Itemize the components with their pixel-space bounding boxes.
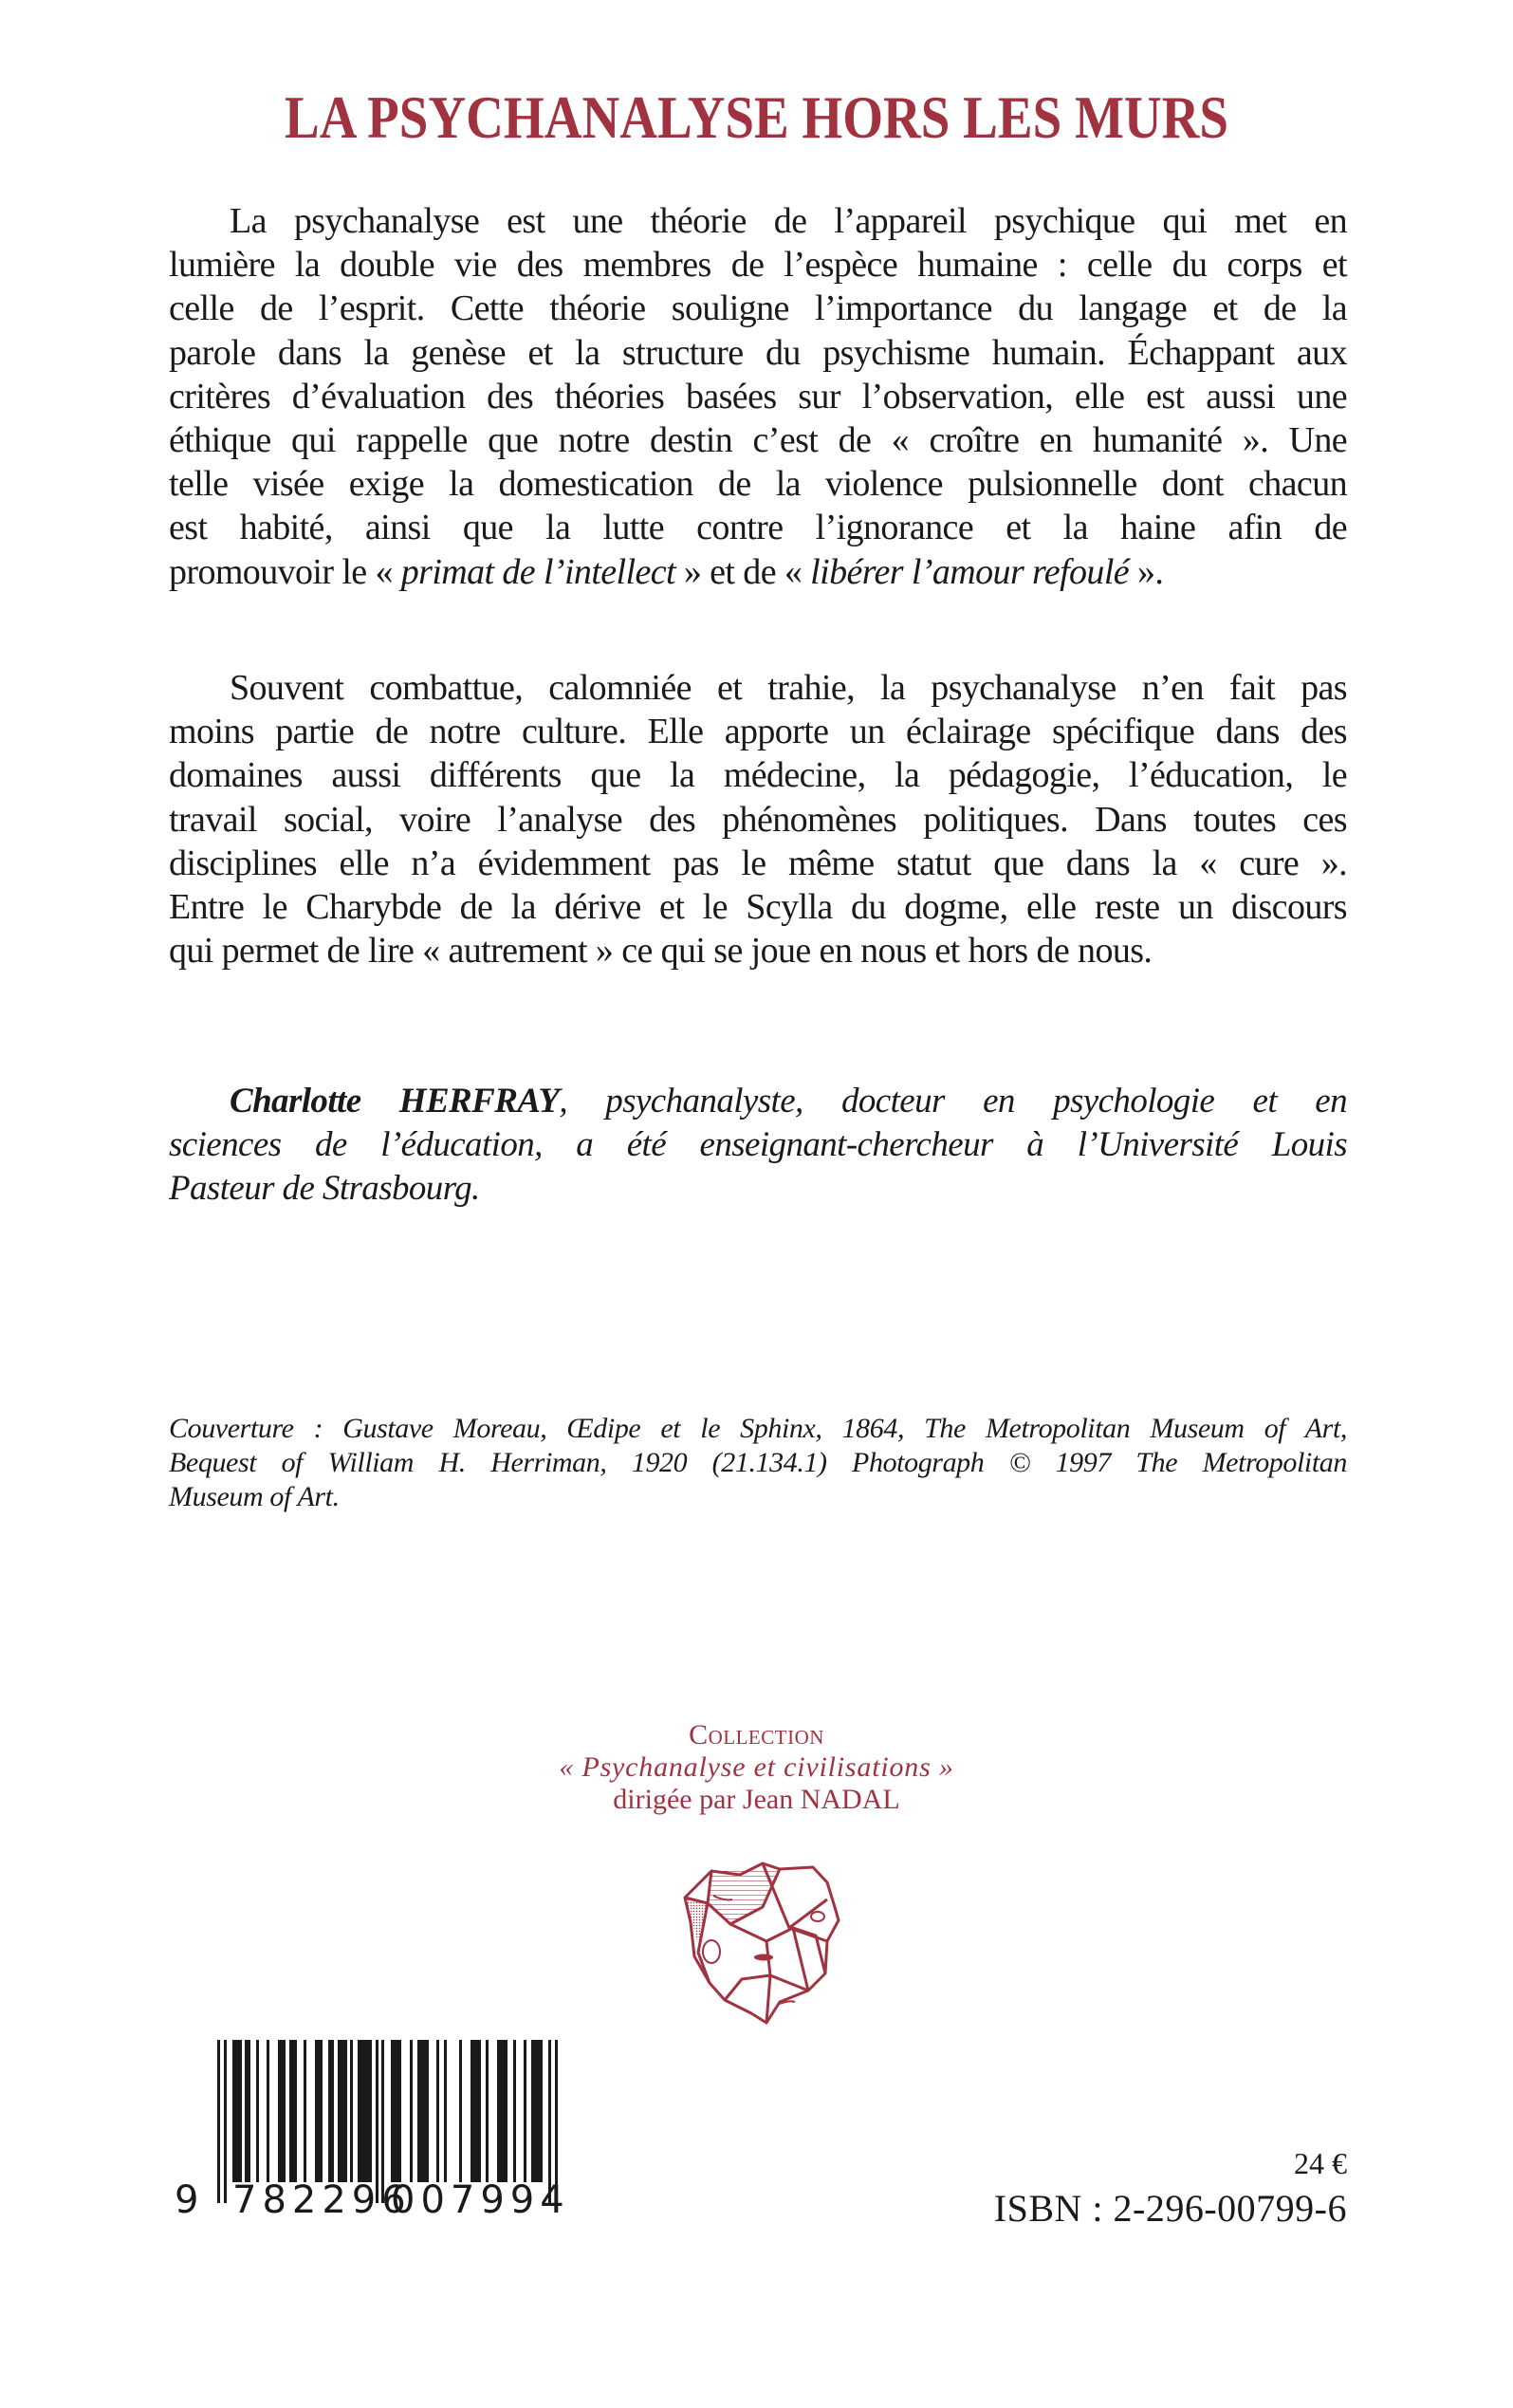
isbn: ISBN : 2-296-00799-6: [993, 2187, 1347, 2230]
cubist-face-logo-icon: [675, 1862, 846, 2025]
text-line: [169, 1080, 1347, 1123]
text-fragment: » et de «: [674, 551, 811, 592]
collection-block: [0, 1719, 1513, 1816]
blurb-paragraph-1: [169, 199, 1347, 594]
text-line: Bequest of William H. Herriman, 1920 (21.134.1) Photograph © 1997 The Metropolitan: [169, 1447, 1347, 1478]
text-fragment: , psychanalyste, docteur en psychologie et en: [559, 1082, 1348, 1121]
blurb-paragraph-2: [169, 666, 1347, 972]
text-line: disciplines elle n’a évidemment pas le même statut que dans la « cure ».: [169, 843, 1347, 883]
text-line: Entre le Charybde de la dérive et le Scylla du dogme, elle reste un discours: [169, 887, 1347, 928]
text-line: telle visée exige la domestication de la violence pulsionnelle dont chacun: [169, 464, 1347, 505]
price: 24 €: [1294, 2146, 1347, 2180]
text-line: est habité, ainsi que la lutte contre l’ignorance et la haine afin de: [169, 508, 1347, 548]
author-bio: [169, 1080, 1347, 1211]
text-line: parole dans la genèse et la structure du psychisme humain. Échappant aux: [169, 332, 1347, 373]
text-line: Pasteur de Strasbourg.: [169, 1169, 480, 1208]
text-line: domaines aussi différents que la médecine, la pédagogie, l’éducation, le: [169, 755, 1347, 796]
text-fragment: promouvoir le «: [169, 551, 401, 592]
italic-quote: libérer l’amour refoulé: [810, 551, 1130, 592]
text-line: Couverture : Gustave Moreau, Œdipe et le Sphinx, 1864, The Metropolitan Museum of Art,: [169, 1413, 1347, 1444]
text-line: lumière la double vie des membres de l’espèce humaine : celle du corps et: [169, 245, 1347, 286]
text-line: travail social, voire l’analyse des phénomènes politiques. Dans toutes ces: [169, 799, 1347, 840]
text-fragment: ».: [1129, 551, 1164, 592]
text-line: [169, 550, 1347, 594]
text-line: celle de l’esprit. Cette théorie souligne l’importance du langage et de la: [169, 288, 1347, 329]
collection-name: « Psychanalyse et civilisations »: [559, 1751, 954, 1783]
text-line: Museum of Art.: [169, 1481, 340, 1512]
text-line: éthique qui rappelle que notre destin c’est de « croître en humanité ». Une: [169, 420, 1347, 461]
author-name: Charlotte HERFRAY: [230, 1082, 560, 1121]
text-line: moins partie de notre culture. Elle apporte un éclairage spécifique dans des: [169, 712, 1347, 752]
barcode-left-digits: 782296: [232, 2178, 412, 2222]
barcode-right-digits: 007994: [391, 2178, 570, 2222]
text-line: Souvent combattue, calomniée et trahie, la psychanalyse n’en fait pas: [230, 668, 1347, 708]
book-title: LA PSYCHANALYSE HORS LES MURS: [284, 83, 1229, 151]
italic-quote: primat de l’intellect: [400, 551, 675, 592]
text-line: critères d’évaluation des théories basées sur l’observation, elle est aussi une: [169, 376, 1347, 417]
collection-director: dirigée par Jean NADAL: [613, 1784, 900, 1815]
cover-credits: [169, 1412, 1347, 1514]
text-line: La psychanalyse est une théorie de l’appareil psychique qui met en: [230, 201, 1347, 241]
collection-heading: Collection: [689, 1719, 824, 1750]
barcode-first-digit: 9: [175, 2178, 199, 2222]
text-line: sciences de l’éducation, a été enseignant-chercheur à l’Université Louis: [169, 1125, 1347, 1164]
text-line: qui permet de lire « autrement » ce qui se joue en nous et hors de nous.: [169, 931, 1153, 972]
